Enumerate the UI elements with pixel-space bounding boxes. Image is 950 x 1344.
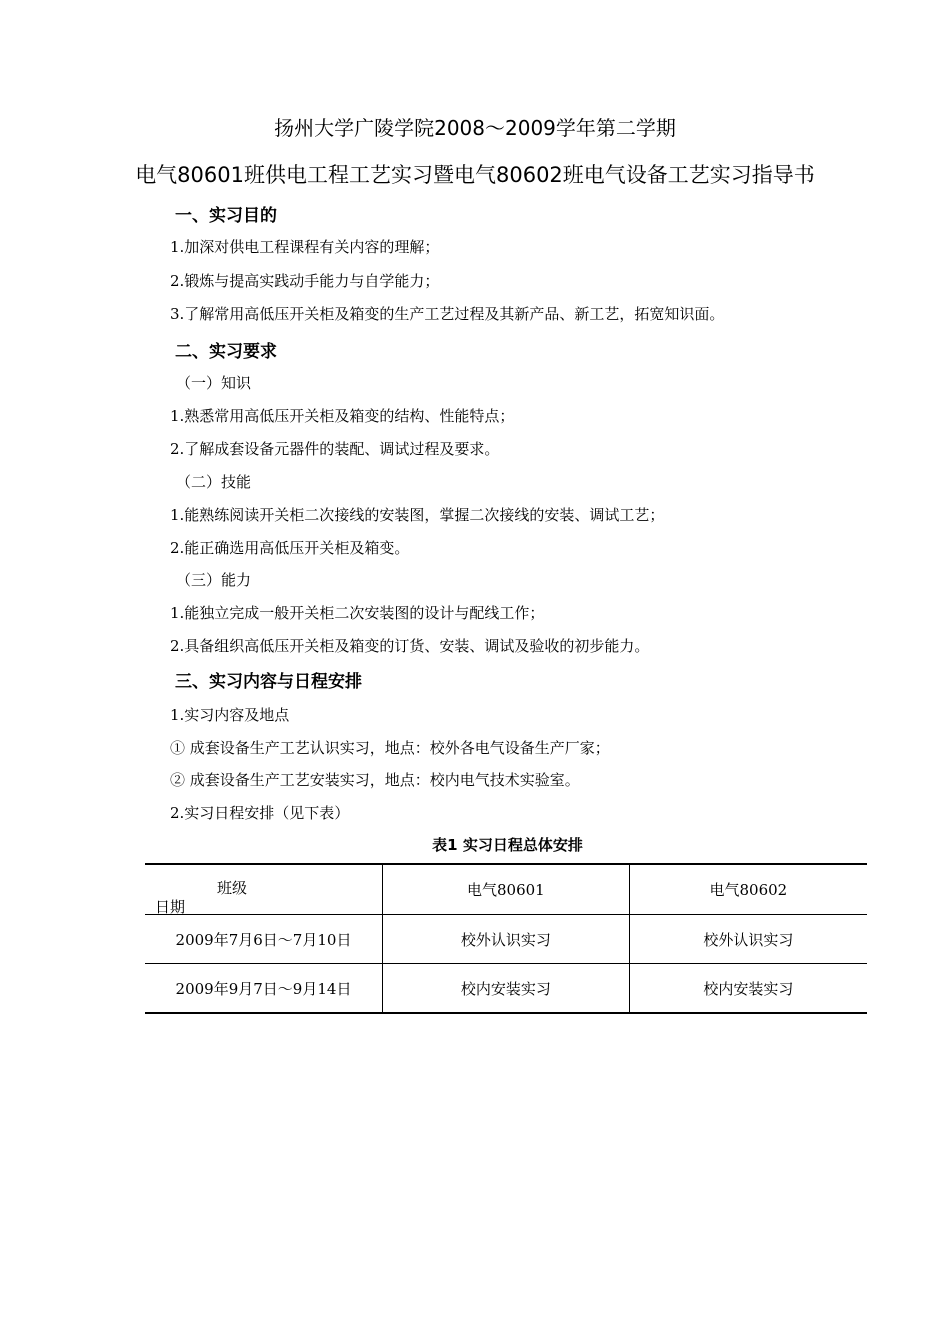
section3-place-2: ② 成套设备生产工艺安装实习，地点：校内电气技术实验室。 [170, 771, 580, 789]
header-col-1: 电气80601 [383, 864, 630, 915]
section2-heading: 二、实习要求 [175, 342, 277, 362]
section2-ability-item-1: 1.能独立完成一般开关柜二次安装图的设计与配线工作； [170, 604, 545, 622]
section1-heading: 一、实习目的 [175, 206, 277, 226]
section3-item-1: 1.实习内容及地点 [170, 706, 290, 724]
row-2-date: 2009年9月7日～9月14日 [145, 964, 383, 1014]
section2-skills-item-2: 2.能正确选用高低压开关柜及箱变。 [170, 539, 410, 557]
section2-ability-label: （三）能力 [176, 571, 252, 589]
section2-knowledge-label: （一）知识 [176, 374, 252, 392]
section2-knowledge-item-2: 2.了解成套设备元器件的装配、调试过程及要求。 [170, 440, 500, 458]
row-2-col-2: 校内安装实习 [629, 964, 867, 1014]
document-title-line2: 电气80601班供电工程工艺实习暨电气80602班电气设备工艺实习指导书 [135, 163, 815, 187]
table-caption: 表1 实习日程总体安排 [432, 836, 583, 854]
section2-ability-item-2: 2.具备组织高低压开关柜及箱变的订货、安装、调试及验收的初步能力。 [170, 637, 650, 655]
row-1-col-2: 校外认识实习 [629, 915, 867, 964]
header-class-label: 班级 [217, 879, 248, 897]
table-row [145, 964, 867, 1014]
section3-heading: 三、实习内容与日程安排 [175, 672, 362, 692]
table-header-row [145, 864, 867, 915]
section1-item-1: 1.加深对供电工程课程有关内容的理解； [170, 238, 440, 256]
row-1-col-1: 校外认识实习 [383, 915, 630, 964]
section3-place-1: ① 成套设备生产工艺认识实习，地点：校外各电气设备生产厂家； [170, 739, 610, 757]
section2-skills-item-1: 1.能熟练阅读开关柜二次接线的安装图，掌握二次接线的安装、调试工艺； [170, 506, 665, 524]
row-2-col-1: 校内安装实习 [383, 964, 630, 1014]
section3-item-2: 2.实习日程安排（见下表） [170, 804, 350, 822]
document-title-line1: 扬州大学广陵学院2008～2009学年第二学期 [274, 116, 676, 140]
section1-item-3: 3.了解常用高低压开关柜及箱变的生产工艺过程及其新产品、新工艺，拓宽知识面。 [170, 305, 725, 323]
header-col-2: 电气80602 [629, 864, 867, 915]
header-diagonal-cell [145, 864, 383, 915]
header-date-label: 日期 [155, 898, 186, 916]
section2-knowledge-item-1: 1.熟悉常用高低压开关柜及箱变的结构、性能特点； [170, 407, 515, 425]
table-row [145, 915, 867, 964]
schedule-table [145, 863, 867, 1014]
section2-skills-label: （二）技能 [176, 473, 252, 491]
section1-item-2: 2.锻炼与提高实践动手能力与自学能力； [170, 272, 440, 290]
row-1-date: 2009年7月6日～7月10日 [145, 915, 383, 964]
